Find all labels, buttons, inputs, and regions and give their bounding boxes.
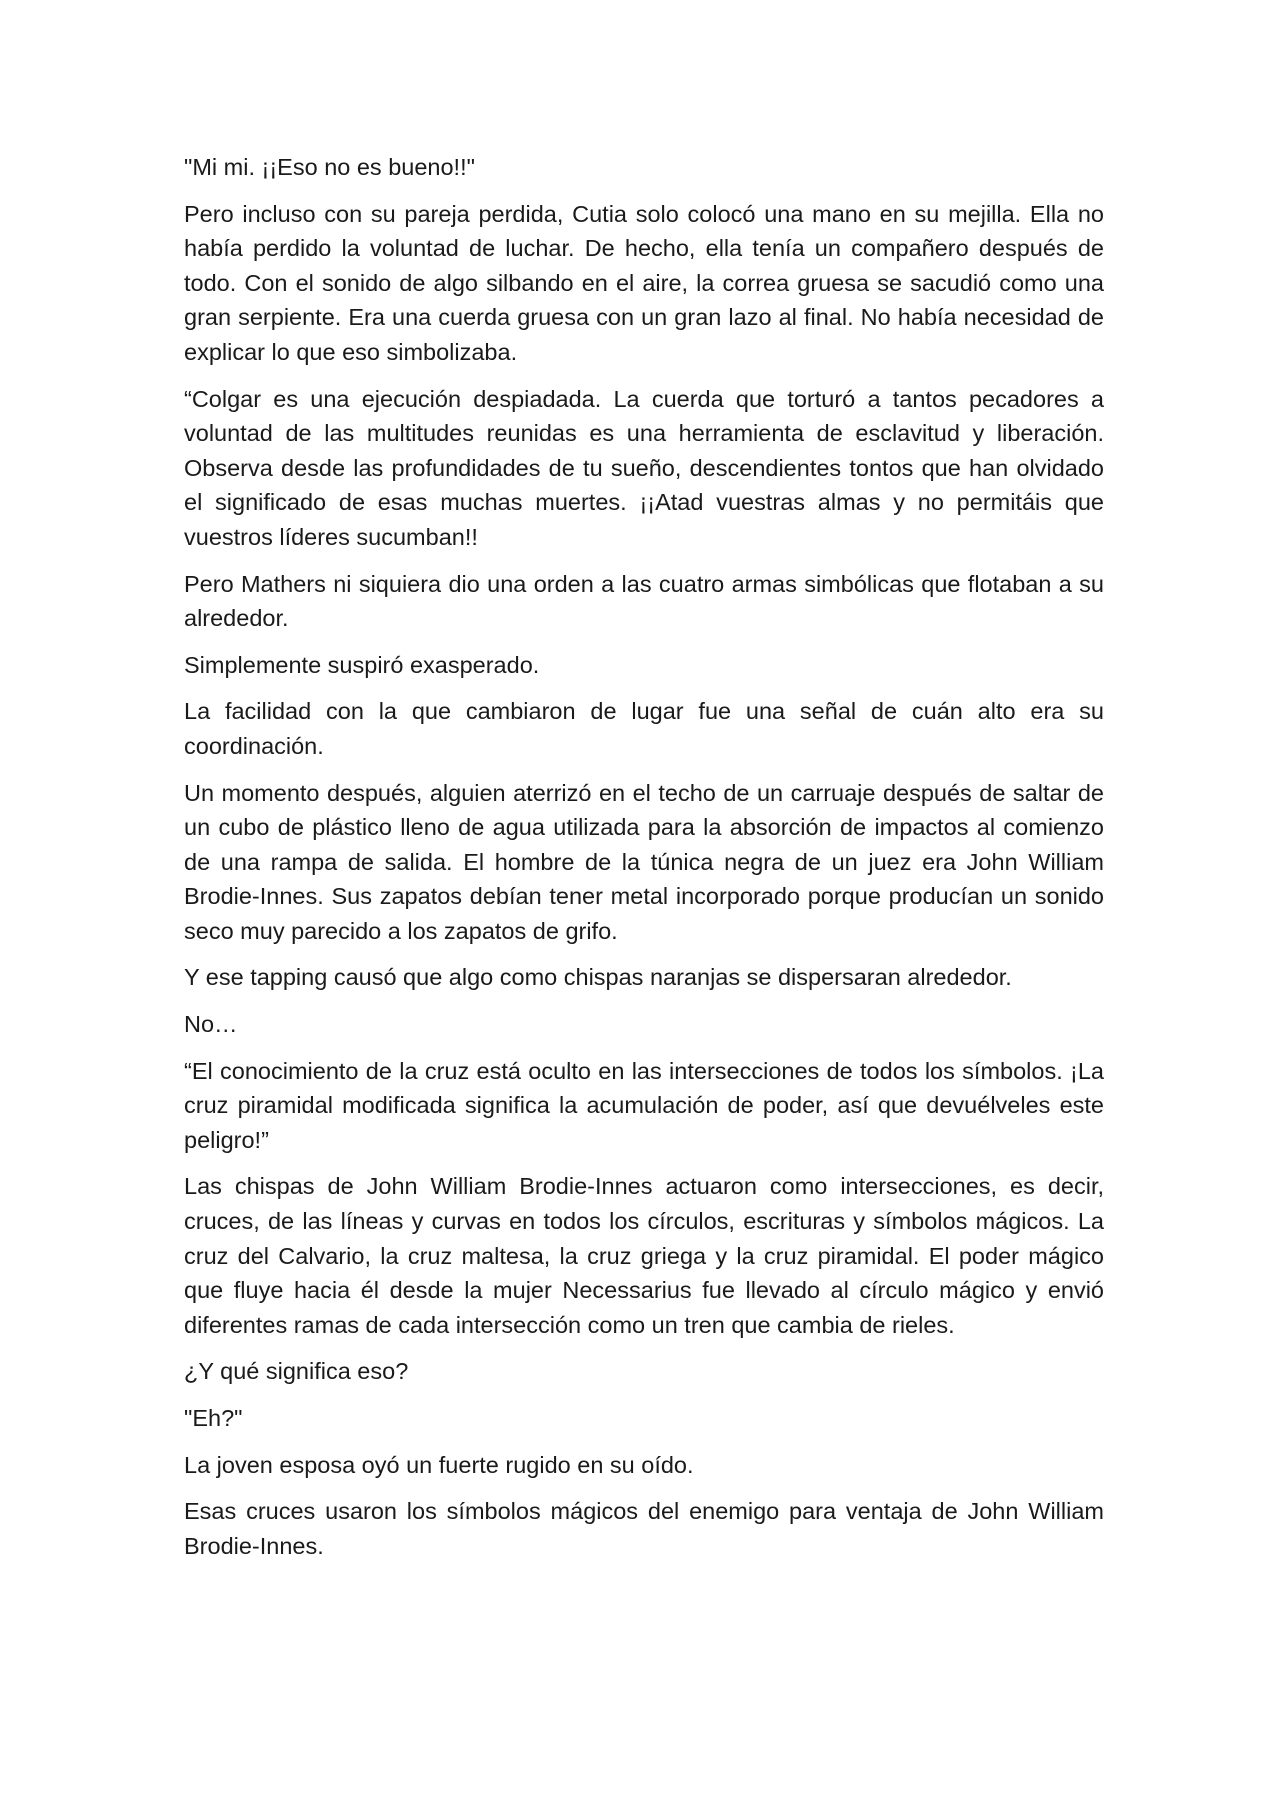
paragraph-1: "Mi mi. ¡¡Eso no es bueno!!" (184, 154, 475, 180)
paragraph-7: Un momento después, alguien aterrizó en el techo de un carruaje después de saltar de un cubo de plástico lleno de agua utilizada para la absorción de impactos al comienzo de una rampa de salida. El hombre de la túnica negra de un juez era John William Brodie-Innes. Sus zapatos debían tener metal incorporado porque producían un sonido seco muy parecido a los zapatos de grifo. (184, 779, 1104, 944)
paragraph-11: Las chispas de John William Brodie-Innes actuaron como intersecciones, es decir, cruces, de las líneas y curvas en todos los círculos, escrituras y símbolos mágicos. La cruz del Calvario, la cruz maltesa, la cruz griega y la cruz piramidal. El poder mágico que fluye hacia él desde la mujer Necessarius fue llevado al círculo mágico y envió diferentes ramas de cada intersección como un tren que cambia de rieles. (184, 1173, 1104, 1338)
paragraph-12: ¿Y qué significa eso? (184, 1358, 409, 1385)
paragraph-9: No… (184, 1011, 238, 1038)
paragraph-8: Y ese tapping causó que algo como chispas naranjas se dispersaran alrededor. (184, 964, 1012, 991)
paragraph-6: La facilidad con la que cambiaron de lugar fue una señal de cuán alto era su coordinación. (184, 698, 1104, 759)
paragraph-5: Simplemente suspiró exasperado. (184, 651, 540, 678)
paragraph-4: Pero Mathers ni siquiera dio una orden a las cuatro armas simbólicas que flotaban a su alrededor. (184, 570, 1104, 632)
paragraph-15: Esas cruces usaron los símbolos mágicos del enemigo para ventaja de John William Brodie-Innes. (184, 1498, 1104, 1559)
paragraph-2: Pero incluso con su pareja perdida, Cutia solo colocó una mano en su mejilla. Ella no había perdido la voluntad de luchar. De hecho, ella tenía un compañero después de todo. Con el sonido de algo silbando en el aire, la correa gruesa se sacudió como una gran serpiente. Era una cuerda gruesa con un gran lazo al final. No había necesidad de explicar lo que eso simbolizaba. (184, 200, 1104, 365)
paragraph-14: La joven esposa oyó un fuerte rugido en su oído. (184, 1451, 694, 1478)
paragraph-13: "Eh?" (184, 1405, 243, 1431)
document-body (184, 150, 1104, 1575)
paragraph-10: “El conocimiento de la cruz está oculto en las intersecciones de todos los símbolos. ¡La cruz piramidal modificada significa la acumulación de poder, así que devuélveles este peligro!” (184, 1057, 1104, 1153)
paragraph-3: “Colgar es una ejecución despiadada. La cuerda que torturó a tantos pecadores a voluntad de las multitudes reunidas es una herramienta de esclavitud y liberación. Observa desde las profundidades de tu sueño, descendientes tontos que han olvidado el significado de esas muchas muertes. ¡¡Atad vuestras almas y no permitáis que vuestros líderes sucumban!! (184, 385, 1104, 550)
